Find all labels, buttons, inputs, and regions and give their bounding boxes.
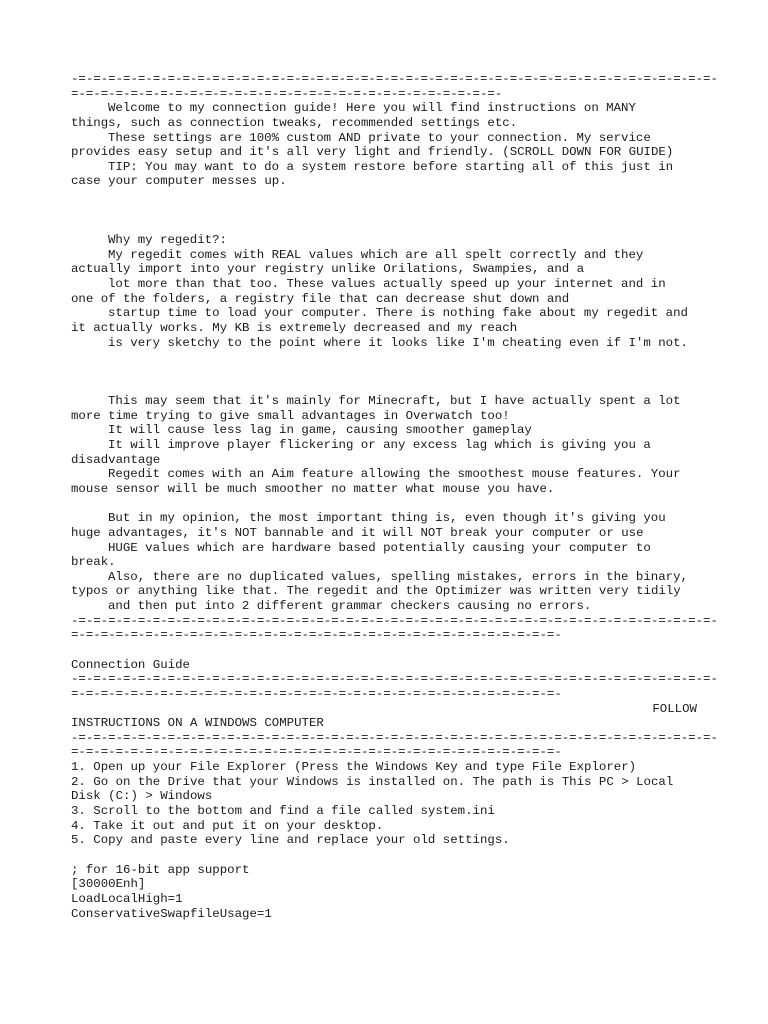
text-line: Connection Guide (71, 657, 190, 672)
separator-line: =-=-=-=-=-=-=-=-=-=-=-=-=-=-=-=-=-=-=-=-=-=-=-=-=-=-=-=-=-=-=-=-=- (71, 628, 562, 643)
text-line: more time trying to give small advantages in Overwatch too! (71, 408, 510, 423)
blank-line (71, 204, 697, 219)
text-line: These settings are 100% custom AND private to your connection. My service (108, 130, 651, 145)
text-line: HUGE values which are hardware based potentially causing your computer to (108, 540, 651, 555)
blank-line (71, 643, 697, 658)
text-line: actually import into your registry unlike Orilations, Swampies, and a (71, 262, 585, 277)
blank-line (71, 218, 697, 233)
text-line: My regedit comes with REAL values which are all spelt correctly and they (108, 247, 644, 262)
text-line: Disk (C:) > Windows (71, 789, 213, 804)
separator-line: -=-=-=-=-=-=-=-=-=-=-=-=-=-=-=-=-=-=-=-=-=-=-=-=-=-=-=-=-=-=-=-=-=-=-=-=-=-=-=-=-=-=-=- (71, 613, 718, 628)
text-line: Also, there are no duplicated values, spelling mistakes, errors in the binary, (108, 569, 688, 584)
blank-line (71, 848, 697, 863)
document-page (71, 72, 718, 921)
text-line: typos or anything like that. The regedit and the Optimizer was written very tidily (71, 584, 681, 599)
text-line: 1. Open up your File Explorer (Press the Windows Key and type File Explorer) (71, 760, 637, 775)
text-line: huge advantages, it's NOT bannable and it will NOT break your computer or use (71, 525, 644, 540)
separator-line: -=-=-=-=-=-=-=-=-=-=-=-=-=-=-=-=-=-=-=-=-=-=-=-=-=-=-=-=-=-=-=-=-=-=-=-=-=-=-=-=-=-=-=- (71, 730, 718, 745)
text-line: Why my regedit?: (108, 233, 227, 248)
text-line: 3. Scroll to the bottom and find a file called system.ini (71, 804, 495, 819)
text-line: This may seem that it's mainly for Minecraft, but I have actually spent a lot (108, 394, 681, 409)
blank-line (71, 350, 697, 365)
text-line: ConservativeSwapfileUsage=1 (71, 906, 272, 921)
text-line: Welcome to my connection guide! Here you will find instructions on MANY (108, 101, 636, 116)
blank-line (71, 497, 697, 512)
text-line: [30000Enh] (71, 877, 146, 892)
text-line: 5. Copy and paste every line and replace your old settings. (71, 833, 510, 848)
separator-line: =-=-=-=-=-=-=-=-=-=-=-=-=-=-=-=-=-=-=-=-=-=-=-=-=-=-=-=-=-=-=-=-=- (71, 686, 562, 701)
separator-line: =-=-=-=-=-=-=-=-=-=-=-=-=-=-=-=-=-=-=-=-=-=-=-=-=-=-=-=-=-=-=-=-=- (71, 745, 562, 760)
text-line: ; for 16-bit app support (71, 862, 250, 877)
blank-line (71, 189, 697, 204)
text-line: case your computer messes up. (71, 174, 287, 189)
text-line: is very sketchy to the point where it looks like I'm cheating even if I'm not. (108, 335, 688, 350)
text-line: provides easy setup and it's all very light and friendly. (SCROLL DOWN FOR GUIDE) (71, 145, 674, 160)
text-line: break. (71, 555, 116, 570)
text-line: FOLLOW (652, 701, 697, 716)
text-line: It will cause less lag in game, causing smoother gameplay (108, 423, 532, 438)
text-line: it actually works. My KB is extremely decreased and my reach (71, 320, 518, 335)
text-line: mouse sensor will be much smoother no matter what mouse you have. (71, 481, 555, 496)
blank-line (71, 379, 697, 394)
text-line: 2. Go on the Drive that your Windows is installed on. The path is This PC > Local (71, 774, 674, 789)
text-line: It will improve player flickering or any excess lag which is giving you a (108, 438, 651, 453)
text-line: disadvantage (71, 452, 161, 467)
text-line: LoadLocalHigh=1 (71, 891, 183, 906)
text-line: things, such as connection tweaks, recommended settings etc. (71, 115, 518, 130)
text-line: Regedit comes with an Aim feature allowing the smoothest mouse features. Your (108, 467, 681, 482)
separator-line: -=-=-=-=-=-=-=-=-=-=-=-=-=-=-=-=-=-=-=-=-=-=-=-=-=-=-=-=-=-=-=-=-=-=-=-=-=-=-=-=-=-=-=- (71, 72, 718, 86)
text-line: one of the folders, a registry file that can decrease shut down and (71, 291, 570, 306)
separator-line: -=-=-=-=-=-=-=-=-=-=-=-=-=-=-=-=-=-=-=-=-=-=-=-=-=-=-=-=-=-=-=-=-=-=-=-=-=-=-=-=-=-=-=- (71, 672, 718, 687)
text-line: 4. Take it out and put it on your desktop. (71, 818, 384, 833)
text-line: INSTRUCTIONS ON A WINDOWS COMPUTER (71, 716, 324, 731)
text-line: TIP: You may want to do a system restore before starting all of this just in (108, 159, 674, 174)
text-line: and then put into 2 different grammar checkers causing no errors. (108, 599, 592, 614)
text-line: lot more than that too. These values actually speed up your internet and in (108, 276, 666, 291)
text-line: But in my opinion, the most important thing is, even though it's giving you (108, 511, 666, 526)
separator-line: =-=-=-=-=-=-=-=-=-=-=-=-=-=-=-=-=-=-=-=-=-=-=-=-=-=-=-=-=- (71, 86, 503, 101)
blank-line (71, 365, 697, 380)
text-line: startup time to load your computer. There is nothing fake about my regedit and (108, 306, 688, 321)
